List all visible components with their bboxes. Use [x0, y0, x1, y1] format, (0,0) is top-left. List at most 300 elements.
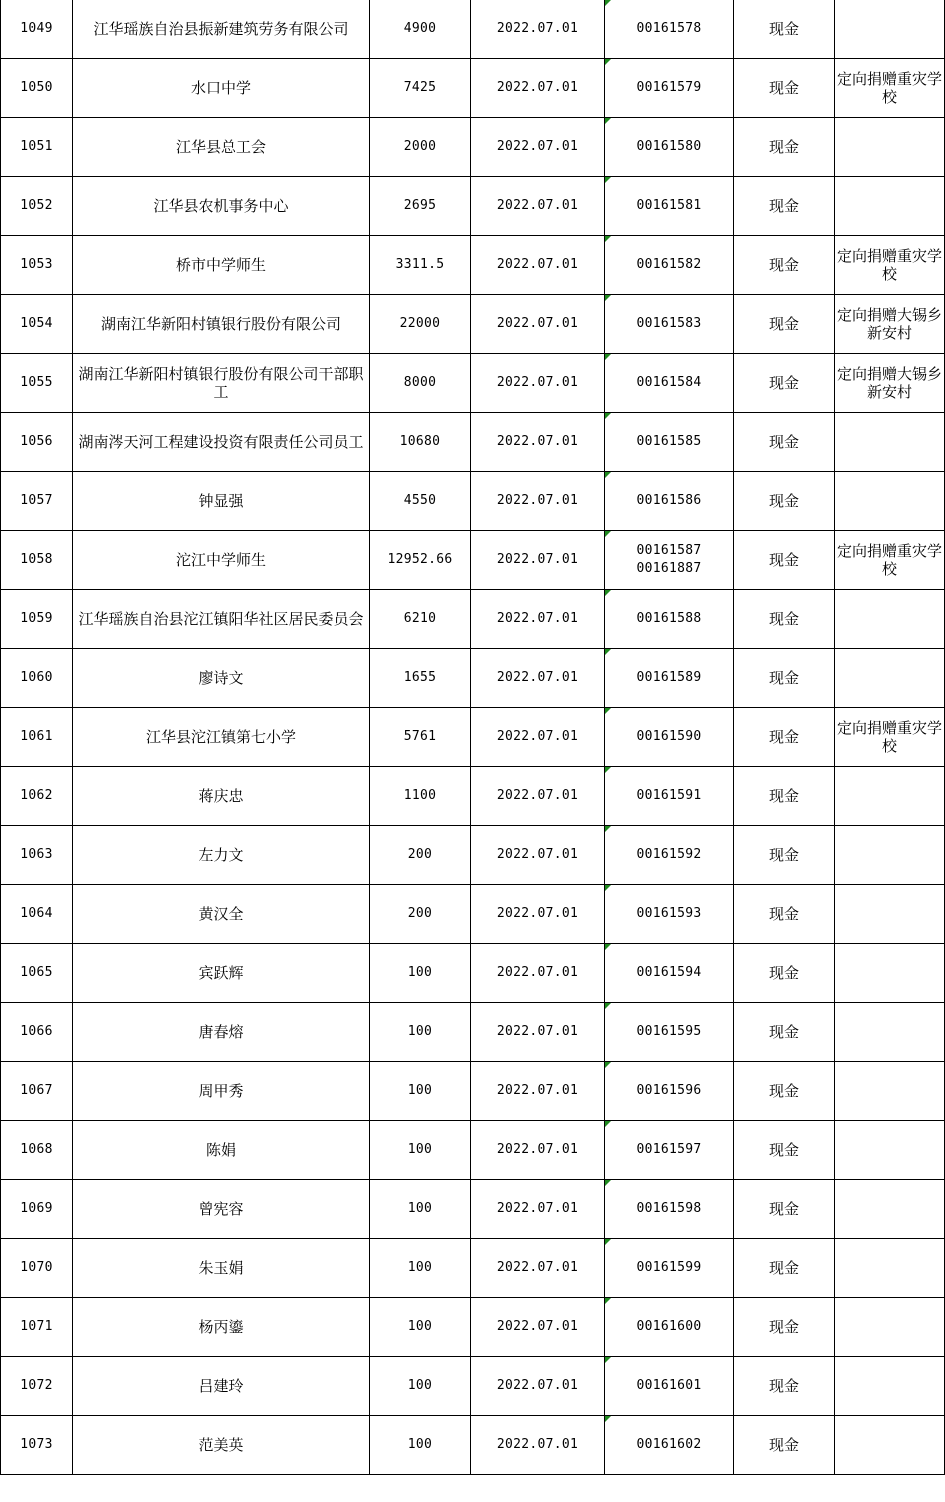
row-number-cell: [1, 0, 73, 59]
donation-amount: 2695: [403, 198, 437, 213]
donation-note: 定向捐赠重灾学校: [837, 719, 943, 755]
receipt-cell: [605, 236, 734, 295]
donation-date: 2022.07.01: [496, 1024, 579, 1039]
row-number-cell: [1, 531, 73, 590]
date-cell: [471, 531, 605, 590]
donation-amount: 1655: [403, 670, 437, 685]
amount-cell: [370, 413, 471, 472]
donation-amount: 100: [407, 1378, 433, 1393]
table-row: [1, 590, 945, 649]
donor-name-cell: [73, 1357, 370, 1416]
table-row: [1, 1003, 945, 1062]
method-cell: [734, 1121, 835, 1180]
payment-method: 现金: [768, 1141, 799, 1159]
row-number-cell: [1, 1062, 73, 1121]
note-cell: [835, 1416, 945, 1475]
donor-name-cell: [73, 118, 370, 177]
row-number: 1069: [20, 1201, 53, 1216]
donor-name-cell: [73, 59, 370, 118]
donor-name: 湖南涔天河工程建设投资有限责任公司员工: [78, 433, 364, 451]
date-cell: [471, 295, 605, 354]
row-number-cell: [1, 295, 73, 354]
donation-note: 定向捐赠重灾学校: [837, 542, 943, 578]
donation-amount: 6210: [403, 611, 437, 626]
row-number: 1049: [20, 21, 53, 36]
table-row: [1, 295, 945, 354]
payment-method: 现金: [768, 138, 799, 156]
row-number: 1060: [20, 670, 53, 685]
donation-date: 2022.07.01: [496, 375, 579, 390]
amount-cell: [370, 1062, 471, 1121]
method-cell: [734, 0, 835, 59]
amount-cell: [370, 354, 471, 413]
donor-name: 江华县沱江镇第七小学: [145, 728, 296, 746]
note-cell: [835, 531, 945, 590]
method-cell: [734, 1003, 835, 1062]
donation-date: 2022.07.01: [496, 257, 579, 272]
donor-name-cell: [73, 708, 370, 767]
donor-name-cell: [73, 472, 370, 531]
donation-amount: 100: [407, 1201, 433, 1216]
donor-name-cell: [73, 177, 370, 236]
table-row: [1, 1239, 945, 1298]
method-cell: [734, 1298, 835, 1357]
row-number-cell: [1, 767, 73, 826]
method-cell: [734, 1239, 835, 1298]
donor-name: 黄汉全: [198, 905, 244, 923]
row-number-cell: [1, 1003, 73, 1062]
donor-name-cell: [73, 531, 370, 590]
donor-name-cell: [73, 1003, 370, 1062]
date-cell: [471, 649, 605, 708]
payment-method: 现金: [768, 79, 799, 97]
amount-cell: [370, 531, 471, 590]
row-number-cell: [1, 649, 73, 708]
donor-name: 曾宪容: [198, 1200, 244, 1218]
receipt-cell: [605, 708, 734, 767]
row-number: 1051: [20, 139, 53, 154]
note-cell: [835, 1357, 945, 1416]
receipt-number: 00161887: [636, 561, 702, 576]
row-number: 1071: [20, 1319, 53, 1334]
donation-amount: 100: [407, 1142, 433, 1157]
date-cell: [471, 944, 605, 1003]
donation-date: 2022.07.01: [496, 1083, 579, 1098]
row-number-cell: [1, 885, 73, 944]
donation-amount: 100: [407, 1437, 433, 1452]
payment-method: 现金: [768, 610, 799, 628]
amount-cell: [370, 59, 471, 118]
table-row: [1, 0, 945, 59]
note-cell: [835, 708, 945, 767]
date-cell: [471, 1121, 605, 1180]
row-number: 1057: [20, 493, 53, 508]
donor-name-cell: [73, 590, 370, 649]
date-cell: [471, 885, 605, 944]
date-cell: [471, 1062, 605, 1121]
donation-date: 2022.07.01: [496, 1378, 579, 1393]
donation-date: 2022.07.01: [496, 1319, 579, 1334]
donor-name-cell: [73, 413, 370, 472]
row-number: 1058: [20, 552, 53, 567]
table-row: [1, 1121, 945, 1180]
donation-date: 2022.07.01: [496, 552, 579, 567]
receipt-number: 00161598: [636, 1201, 702, 1216]
receipt-cell: [605, 944, 734, 1003]
donation-date: 2022.07.01: [496, 198, 579, 213]
date-cell: [471, 1298, 605, 1357]
donor-name: 杨丙鎏: [198, 1318, 244, 1336]
donation-table-body: [1, 0, 945, 1475]
row-number-cell: [1, 1416, 73, 1475]
method-cell: [734, 1357, 835, 1416]
row-number-cell: [1, 236, 73, 295]
donation-amount: 7425: [403, 80, 437, 95]
note-cell: [835, 472, 945, 531]
donation-amount: 4550: [403, 493, 437, 508]
receipt-cell: [605, 118, 734, 177]
donation-date: 2022.07.01: [496, 1201, 579, 1216]
receipt-cell: [605, 885, 734, 944]
date-cell: [471, 1357, 605, 1416]
receipt-number: 00161590: [636, 729, 702, 744]
receipt-cell: [605, 531, 734, 590]
donation-amount: 1100: [403, 788, 437, 803]
row-number: 1063: [20, 847, 53, 862]
donation-note: 定向捐赠重灾学校: [837, 247, 943, 283]
payment-method: 现金: [768, 905, 799, 923]
receipt-number: 00161592: [636, 847, 702, 862]
method-cell: [734, 708, 835, 767]
receipt-number: 00161602: [636, 1437, 702, 1452]
donation-amount: 100: [407, 1024, 433, 1039]
table-row: [1, 354, 945, 413]
receipt-cell: [605, 0, 734, 59]
receipt-number: 00161584: [636, 375, 702, 390]
donation-amount: 8000: [403, 375, 437, 390]
donor-name: 钟显强: [198, 492, 244, 510]
donation-note: 定向捐赠重灾学校: [837, 70, 943, 106]
note-cell: [835, 1180, 945, 1239]
receipt-cell: [605, 1003, 734, 1062]
method-cell: [734, 59, 835, 118]
payment-method: 现金: [768, 20, 799, 38]
donation-amount: 3311.5: [395, 257, 445, 272]
donor-name-cell: [73, 944, 370, 1003]
table-row: [1, 59, 945, 118]
donation-date: 2022.07.01: [496, 80, 579, 95]
donor-name: 江华瑶族自治县沱江镇阳华社区居民委员会: [78, 610, 364, 628]
table-row: [1, 531, 945, 590]
note-cell: [835, 590, 945, 649]
donor-name: 江华县农机事务中心: [153, 197, 289, 215]
date-cell: [471, 1416, 605, 1475]
note-cell: [835, 885, 945, 944]
table-row: [1, 885, 945, 944]
row-number: 1067: [20, 1083, 53, 1098]
method-cell: [734, 531, 835, 590]
receipt-number: 00161583: [636, 316, 702, 331]
amount-cell: [370, 472, 471, 531]
method-cell: [734, 413, 835, 472]
donation-amount: 2000: [403, 139, 437, 154]
method-cell: [734, 826, 835, 885]
donor-name: 湖南江华新阳村镇银行股份有限公司: [100, 315, 341, 333]
method-cell: [734, 649, 835, 708]
donor-name-cell: [73, 236, 370, 295]
date-cell: [471, 118, 605, 177]
amount-cell: [370, 177, 471, 236]
note-cell: [835, 177, 945, 236]
donation-amount: 100: [407, 1319, 433, 1334]
donor-name-cell: [73, 1121, 370, 1180]
row-number: 1072: [20, 1378, 53, 1393]
table-row: [1, 649, 945, 708]
row-number-cell: [1, 472, 73, 531]
receipt-number: 00161586: [636, 493, 702, 508]
donor-name-cell: [73, 0, 370, 59]
receipt-number: 00161591: [636, 788, 702, 803]
amount-cell: [370, 1357, 471, 1416]
table-row: [1, 767, 945, 826]
note-cell: [835, 236, 945, 295]
date-cell: [471, 826, 605, 885]
amount-cell: [370, 767, 471, 826]
table-row: [1, 1298, 945, 1357]
receipt-cell: [605, 59, 734, 118]
note-cell: [835, 1121, 945, 1180]
payment-method: 现金: [768, 728, 799, 746]
date-cell: [471, 354, 605, 413]
row-number-cell: [1, 413, 73, 472]
donor-name: 沱江中学师生: [175, 551, 266, 569]
payment-method: 现金: [768, 846, 799, 864]
amount-cell: [370, 826, 471, 885]
payment-method: 现金: [768, 1259, 799, 1277]
row-number: 1050: [20, 80, 53, 95]
amount-cell: [370, 649, 471, 708]
donor-name: 江华瑶族自治县振新建筑劳务有限公司: [93, 20, 349, 38]
row-number: 1056: [20, 434, 53, 449]
payment-method: 现金: [768, 1436, 799, 1454]
donation-amount: 12952.66: [387, 552, 453, 567]
method-cell: [734, 295, 835, 354]
date-cell: [471, 590, 605, 649]
donor-name: 吕建玲: [198, 1377, 244, 1395]
receipt-number: 00161578: [636, 21, 702, 36]
amount-cell: [370, 236, 471, 295]
receipt-cell: [605, 1121, 734, 1180]
receipt-number: 00161596: [636, 1083, 702, 1098]
receipt-cell: [605, 1180, 734, 1239]
amount-cell: [370, 1003, 471, 1062]
date-cell: [471, 1003, 605, 1062]
donation-date: 2022.07.01: [496, 316, 579, 331]
donor-name-cell: [73, 1180, 370, 1239]
row-number: 1061: [20, 729, 53, 744]
row-number-cell: [1, 708, 73, 767]
payment-method: 现金: [768, 551, 799, 569]
receipt-number: 00161588: [636, 611, 702, 626]
table-row: [1, 1062, 945, 1121]
row-number-cell: [1, 1121, 73, 1180]
donation-amount: 200: [407, 906, 433, 921]
donor-name: 桥市中学师生: [175, 256, 266, 274]
receipt-cell: [605, 472, 734, 531]
receipt-number: 00161585: [636, 434, 702, 449]
amount-cell: [370, 1239, 471, 1298]
note-cell: [835, 1239, 945, 1298]
amount-cell: [370, 885, 471, 944]
method-cell: [734, 177, 835, 236]
receipt-number: 00161599: [636, 1260, 702, 1275]
amount-cell: [370, 118, 471, 177]
receipt-number: 00161589: [636, 670, 702, 685]
donor-name-cell: [73, 354, 370, 413]
row-number-cell: [1, 1357, 73, 1416]
row-number-cell: [1, 1180, 73, 1239]
row-number: 1053: [20, 257, 53, 272]
amount-cell: [370, 0, 471, 59]
method-cell: [734, 236, 835, 295]
donation-date: 2022.07.01: [496, 729, 579, 744]
method-cell: [734, 590, 835, 649]
date-cell: [471, 236, 605, 295]
note-cell: [835, 354, 945, 413]
donation-amount: 4900: [403, 21, 437, 36]
method-cell: [734, 944, 835, 1003]
receipt-cell: [605, 767, 734, 826]
date-cell: [471, 59, 605, 118]
receipt-cell: [605, 295, 734, 354]
receipt-number: 00161582: [636, 257, 702, 272]
row-number-cell: [1, 1298, 73, 1357]
amount-cell: [370, 1180, 471, 1239]
row-number-cell: [1, 826, 73, 885]
row-number-cell: [1, 354, 73, 413]
donor-name-cell: [73, 885, 370, 944]
amount-cell: [370, 590, 471, 649]
row-number: 1070: [20, 1260, 53, 1275]
donor-name-cell: [73, 1239, 370, 1298]
method-cell: [734, 1416, 835, 1475]
receipt-number: 00161601: [636, 1378, 702, 1393]
note-cell: [835, 826, 945, 885]
donation-date: 2022.07.01: [496, 788, 579, 803]
receipt-cell: [605, 1062, 734, 1121]
receipt-number: 00161594: [636, 965, 702, 980]
row-number: 1054: [20, 316, 53, 331]
donor-name: 湖南江华新阳村镇银行股份有限公司干部职工: [78, 365, 364, 401]
payment-method: 现金: [768, 1023, 799, 1041]
donor-name-cell: [73, 295, 370, 354]
row-number: 1073: [20, 1437, 53, 1452]
note-cell: [835, 944, 945, 1003]
receipt-cell: [605, 413, 734, 472]
row-number: 1066: [20, 1024, 53, 1039]
method-cell: [734, 354, 835, 413]
donor-name-cell: [73, 767, 370, 826]
donor-name-cell: [73, 826, 370, 885]
date-cell: [471, 177, 605, 236]
amount-cell: [370, 708, 471, 767]
donor-name: 陈娟: [205, 1141, 236, 1159]
method-cell: [734, 885, 835, 944]
row-number-cell: [1, 944, 73, 1003]
receipt-number: 00161593: [636, 906, 702, 921]
amount-cell: [370, 944, 471, 1003]
receipt-number: 00161595: [636, 1024, 702, 1039]
donation-amount: 100: [407, 1083, 433, 1098]
amount-cell: [370, 295, 471, 354]
donation-amount: 22000: [399, 316, 441, 331]
note-cell: [835, 59, 945, 118]
payment-method: 现金: [768, 374, 799, 392]
receipt-number: 00161580: [636, 139, 702, 154]
table-row: [1, 826, 945, 885]
method-cell: [734, 472, 835, 531]
method-cell: [734, 767, 835, 826]
row-number: 1059: [20, 611, 53, 626]
receipt-number: 00161579: [636, 80, 702, 95]
donor-name-cell: [73, 1298, 370, 1357]
table-row: [1, 472, 945, 531]
date-cell: [471, 0, 605, 59]
table-row: [1, 944, 945, 1003]
row-number: 1062: [20, 788, 53, 803]
donation-amount: 200: [407, 847, 433, 862]
row-number: 1052: [20, 198, 53, 213]
donor-name: 范美英: [198, 1436, 244, 1454]
receipt-cell: [605, 1357, 734, 1416]
table-row: [1, 1180, 945, 1239]
table-row: [1, 708, 945, 767]
donation-date: 2022.07.01: [496, 1260, 579, 1275]
receipt-cell: [605, 1239, 734, 1298]
note-cell: [835, 1003, 945, 1062]
date-cell: [471, 472, 605, 531]
donation-note: 定向捐赠大锡乡新安村: [837, 306, 943, 342]
row-number-cell: [1, 590, 73, 649]
donation-amount: 10680: [399, 434, 441, 449]
row-number: 1065: [20, 965, 53, 980]
row-number: 1068: [20, 1142, 53, 1157]
donor-name: 朱玉娟: [198, 1259, 244, 1277]
payment-method: 现金: [768, 1318, 799, 1336]
donor-name: 宾跃辉: [198, 964, 244, 982]
row-number: 1055: [20, 375, 53, 390]
note-cell: [835, 1062, 945, 1121]
receipt-cell: [605, 649, 734, 708]
donor-name: 江华县总工会: [175, 138, 266, 156]
amount-cell: [370, 1298, 471, 1357]
note-cell: [835, 767, 945, 826]
note-cell: [835, 295, 945, 354]
payment-method: 现金: [768, 669, 799, 687]
donation-date: 2022.07.01: [496, 434, 579, 449]
donor-name: 周甲秀: [198, 1082, 244, 1100]
note-cell: [835, 413, 945, 472]
table-row: [1, 118, 945, 177]
receipt-cell: [605, 1298, 734, 1357]
donor-name-cell: [73, 649, 370, 708]
table-row: [1, 413, 945, 472]
table-row: [1, 1357, 945, 1416]
receipt-cell: [605, 177, 734, 236]
payment-method: 现金: [768, 492, 799, 510]
donation-date: 2022.07.01: [496, 1437, 579, 1452]
note-cell: [835, 1298, 945, 1357]
